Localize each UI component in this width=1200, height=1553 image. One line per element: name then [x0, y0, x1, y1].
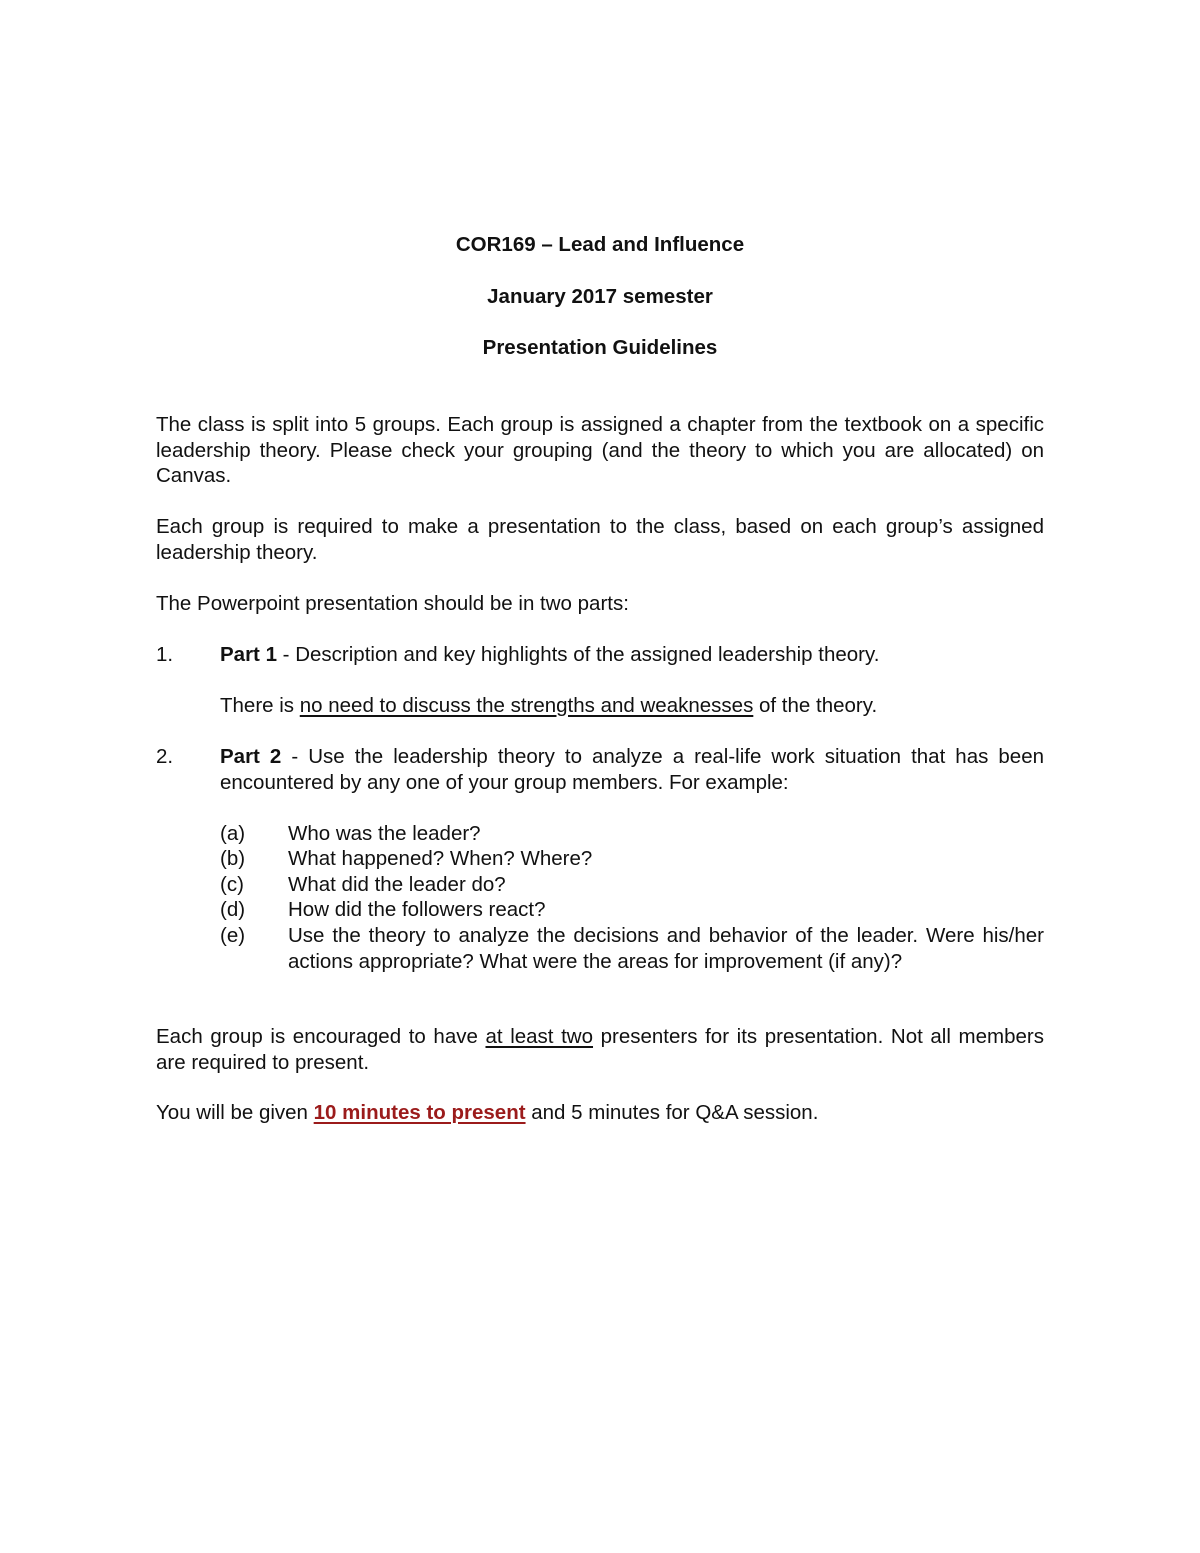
timing-after: and 5 minutes for Q&A session.	[525, 1101, 819, 1124]
list-item-text: What did the leader do?	[288, 873, 506, 896]
list-item-text: How did the followers react?	[288, 898, 546, 921]
list-item-letter: (c)	[220, 873, 244, 896]
timing-paragraph	[156, 1100, 1044, 1126]
requirement-paragraph: Each group is required to make a presentation to the class, based on each group’s assigned leadership theory.	[156, 515, 1044, 564]
list-item-letter: (d)	[220, 898, 246, 921]
part-1-note-after: of the theory.	[753, 694, 878, 717]
list-item-letter: (b)	[220, 847, 246, 870]
list-item-letter: (e)	[220, 924, 246, 947]
part-1-label: Part 1	[220, 643, 277, 666]
parts-intro: The Powerpoint presentation should be in two parts:	[156, 592, 629, 615]
part-1-description	[220, 642, 1044, 668]
timing-before: You will be given	[156, 1101, 314, 1124]
presenters-underlined: at least two	[485, 1025, 594, 1048]
list-item-text: Use the theory to analyze the decisions and behavior of the leader. Were his/her actions appropriate? What were the areas for improvement (if any)?	[288, 924, 1044, 973]
part-2-text: - Use the leadership theory to analyze a real-life work situation that has been encountered by any one of your group members. For example:	[220, 745, 1044, 794]
course-title: COR169 – Lead and Influence	[455, 233, 745, 256]
part-1-note	[220, 693, 1044, 719]
semester-line: January 2017 semester	[487, 285, 713, 308]
part-1-number: 1.	[156, 643, 174, 666]
part-1-note-underlined: no need to discuss the strengths and weaknesses	[299, 694, 754, 717]
list-item-letter: (a)	[220, 822, 246, 845]
part-1-text: - Description and key highlights of the assigned leadership theory.	[276, 643, 880, 666]
document-title: Presentation Guidelines	[482, 336, 718, 359]
presenters-after: presenters for its presentation. Not all members are required to present.	[156, 1025, 1044, 1074]
part-2-number: 2.	[156, 745, 174, 768]
list-item-text: What happened? When? Where?	[288, 847, 593, 870]
part-2-label: Part 2	[220, 745, 282, 768]
intro-paragraph: The class is split into 5 groups. Each group is assigned a chapter from the textbook on a specific leadership theory. Please check your grouping (and the theory to which you are allocated) on Canvas.	[156, 413, 1044, 488]
presenters-before: Each group is encouraged to have	[156, 1025, 486, 1048]
timing-highlight: 10 minutes to present	[313, 1101, 526, 1124]
presenters-paragraph	[156, 1024, 1044, 1075]
part-1-note-before: There is	[220, 694, 300, 717]
part-2-description	[220, 744, 1044, 795]
list-item-text: Who was the leader?	[288, 822, 481, 845]
